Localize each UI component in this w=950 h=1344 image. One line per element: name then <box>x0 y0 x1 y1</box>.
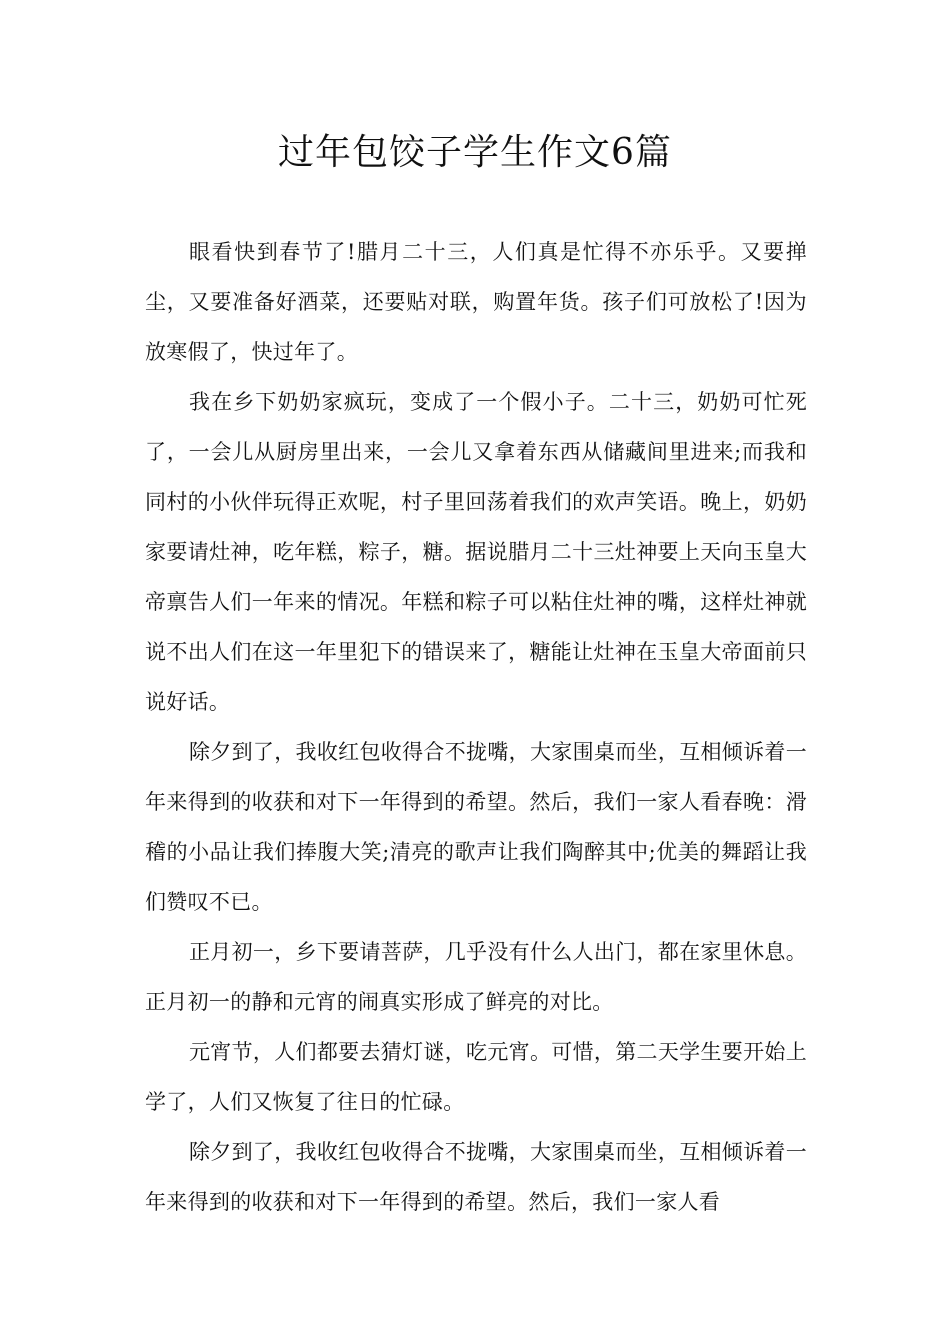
paragraph: 我在乡下奶奶家疯玩，变成了一个假小子。二十三，奶奶可忙死了，一会儿从厨房里出来，一会儿又拿着东西从储藏间里进来;而我和同村的小伙伴玩得正欢呢，村子里回荡着我们的欢声笑语。晚上，奶奶家要请灶神，吃年糕，粽子，糖。据说腊月二十三灶神要上天向玉皇大帝禀告人们一年来的情况。年糕和粽子可以粘住灶神的嘴，这样灶神就说不出人们在这一年里犯下的错误来了，糖能让灶神在玉皇大帝面前只说好话。 <box>145 390 807 714</box>
paragraph: 眼看快到春节了!腊月二十三，人们真是忙得不亦乐乎。又要掸尘，又要准备好酒菜，还要贴对联，购置年货。孩子们可放松了!因为放寒假了，快过年了。 <box>145 240 807 364</box>
document-body <box>145 227 807 1227</box>
paragraph: 除夕到了，我收红包收得合不拢嘴，大家围桌而坐，互相倾诉着一年来得到的收获和对下一年得到的希望。然后，我们一家人看 <box>145 1140 807 1214</box>
paragraph: 正月初一，乡下要请菩萨，几乎没有什么人出门，都在家里休息。正月初一的静和元宵的闹真实形成了鲜亮的对比。 <box>145 940 807 1014</box>
document-title: 过年包饺子学生作文6篇 <box>278 132 672 173</box>
paragraph: 元宵节，人们都要去猜灯谜，吃元宵。可惜，第二天学生要开始上学了，人们又恢复了往日的忙碌。 <box>145 1040 807 1114</box>
paragraph: 除夕到了，我收红包收得合不拢嘴，大家围桌而坐，互相倾诉着一年来得到的收获和对下一年得到的希望。然后，我们一家人看春晚：滑稽的小品让我们捧腹大笑;清亮的歌声让我们陶醉其中;优美的舞蹈让我们赞叹不已。 <box>145 740 807 914</box>
